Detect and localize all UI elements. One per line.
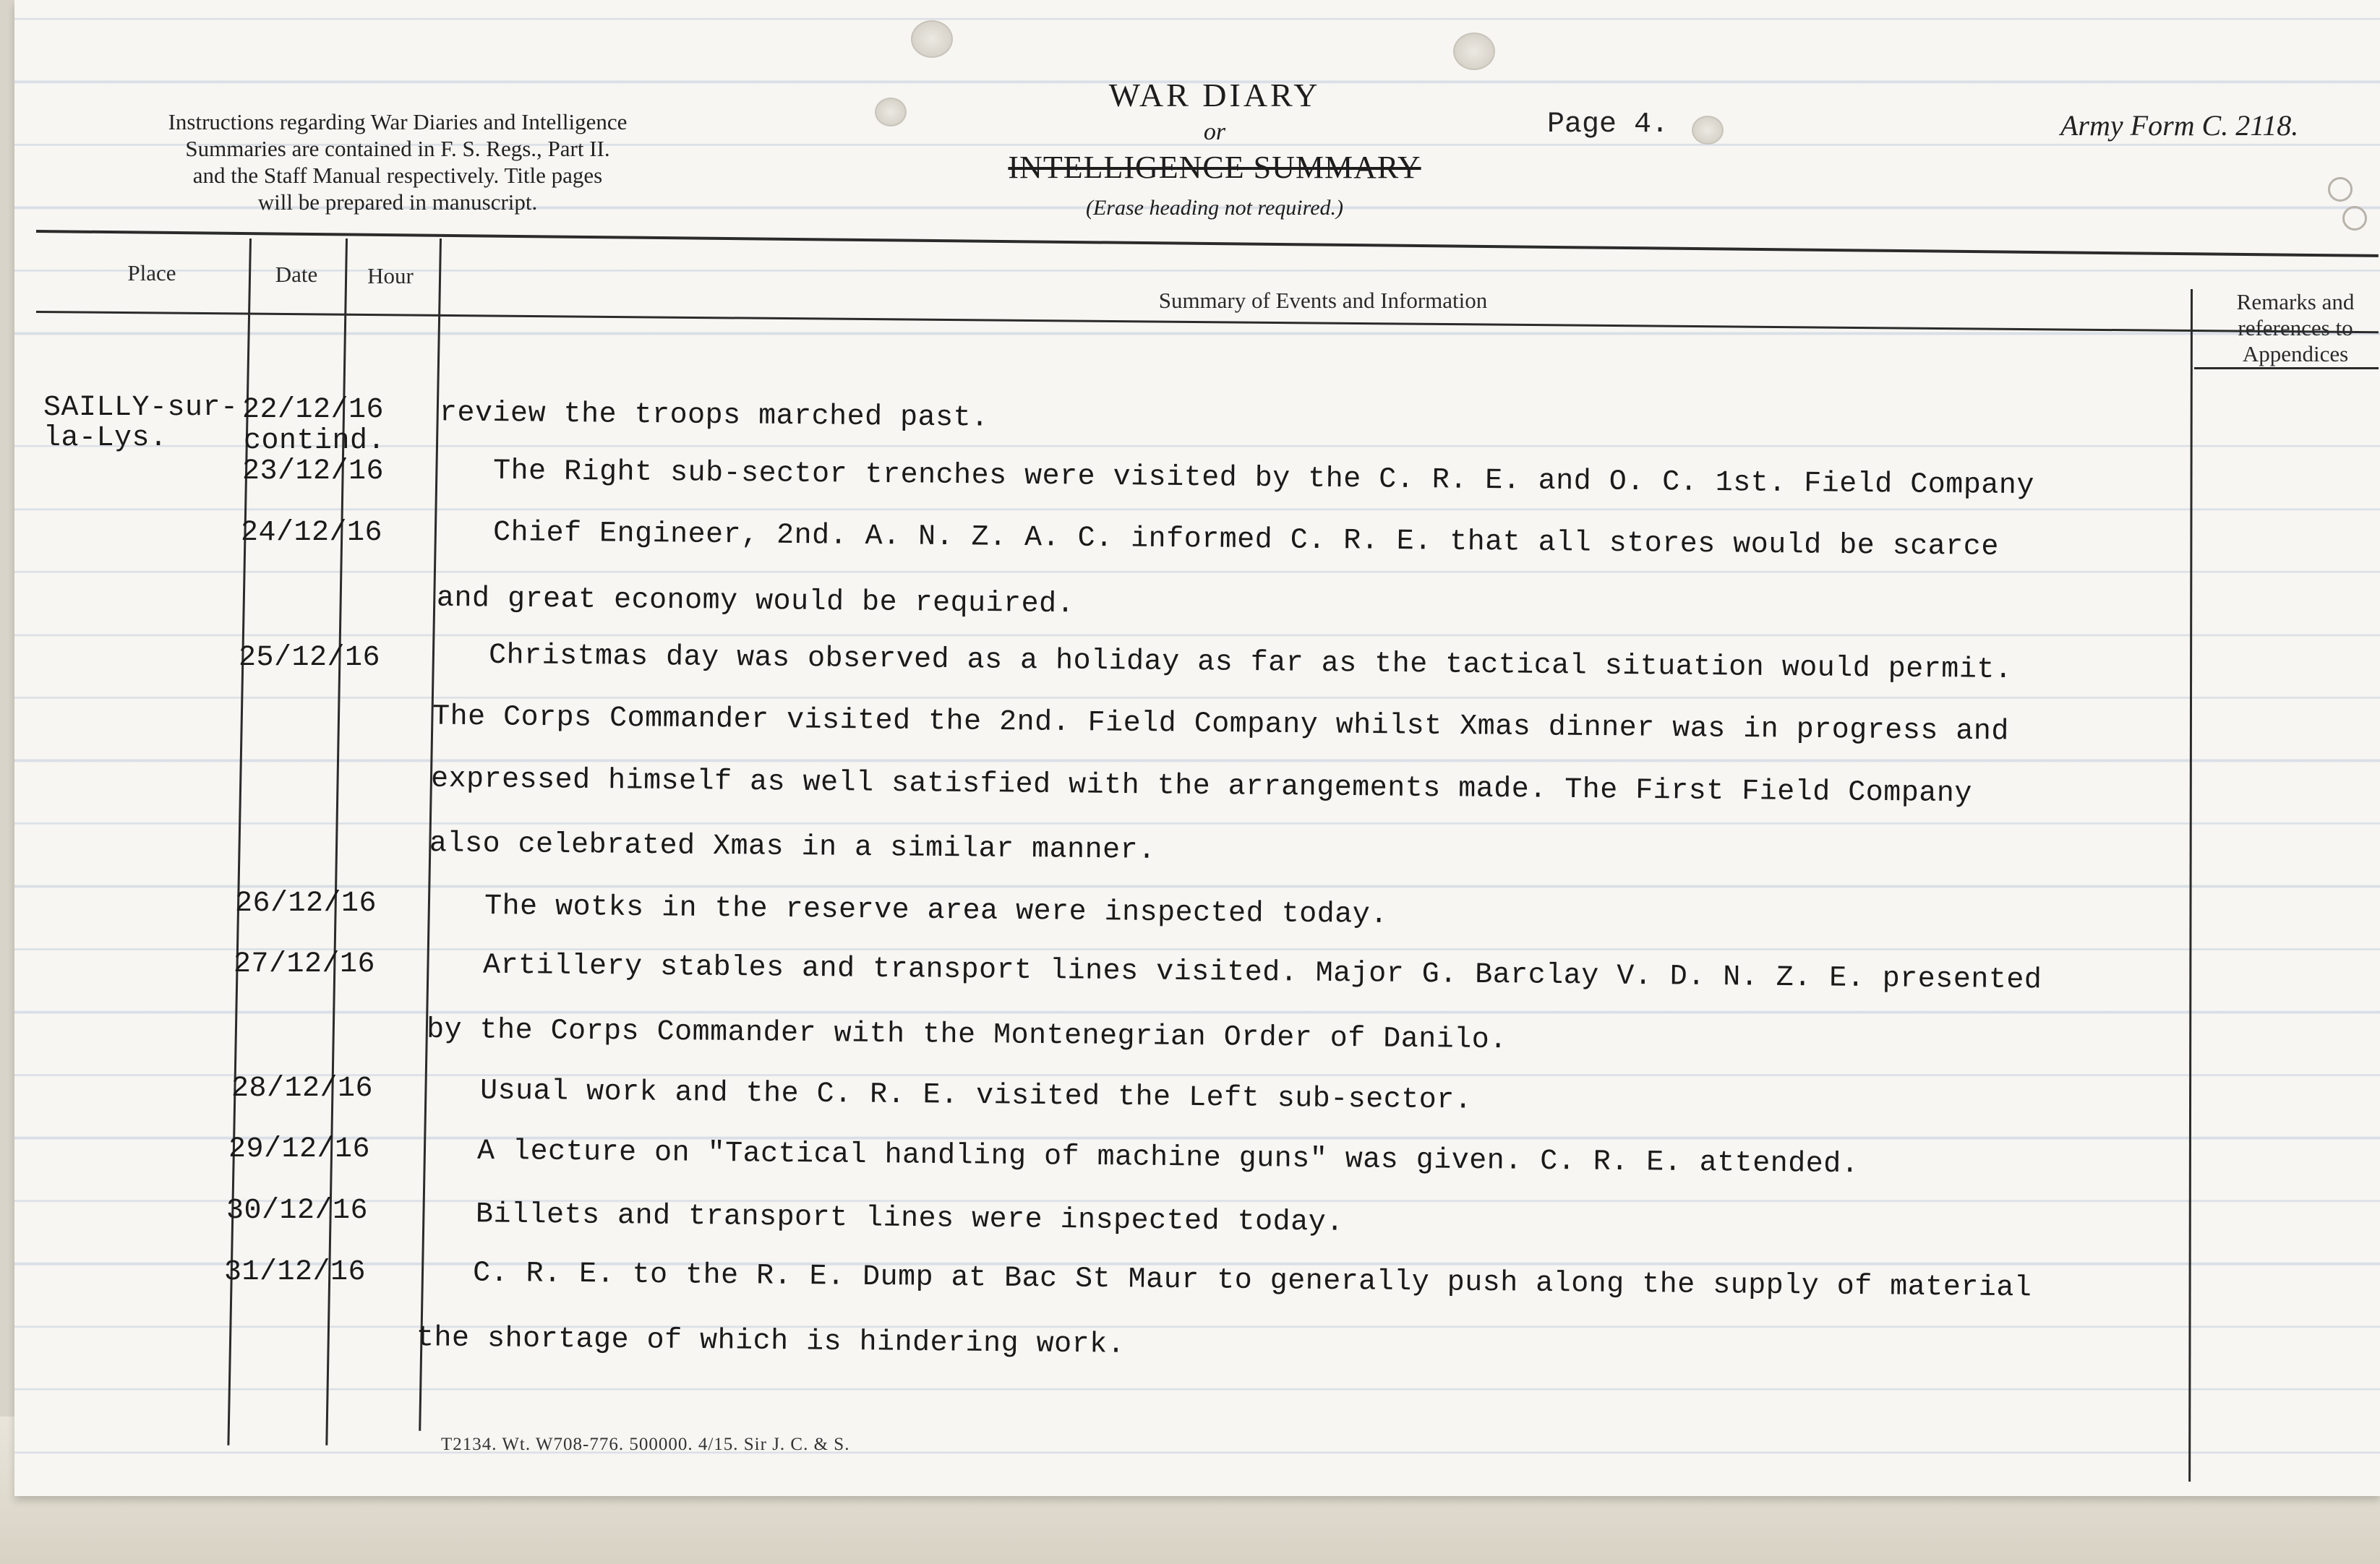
page-number: Page 4. bbox=[1547, 108, 1669, 141]
entry-line: also celebrated Xmas in a similar manner. bbox=[429, 828, 1156, 867]
entry-line: the shortage of which is hindering work. bbox=[416, 1322, 1126, 1362]
title-or: or bbox=[1203, 119, 1226, 145]
entry-line: The Corps Commander visited the 2nd. Field Company whilst Xmas dinner was in progress and bbox=[432, 700, 2010, 749]
entry-date: 25/12/16 bbox=[239, 642, 381, 674]
entry-line: A lecture on "Tactical handling of machine guns" was given. C. R. E. attended. bbox=[476, 1135, 1859, 1182]
entry-date: 26/12/16 bbox=[235, 888, 377, 920]
entry-line: C. R. E. to the R. E. Dump at Bac St Maur to generally push along the supply of material bbox=[472, 1257, 2032, 1305]
punch-hole bbox=[875, 98, 907, 126]
entry-date: 31/12/16 bbox=[224, 1256, 367, 1289]
punch-hole bbox=[1453, 33, 1495, 70]
header-bottom-rule bbox=[36, 311, 2379, 333]
punch-hole bbox=[911, 20, 953, 58]
entry-line: Billets and transport lines were inspected today. bbox=[475, 1198, 1344, 1239]
print-code: T2134. Wt. W708-776. 500000. 4/15. Sir J. C. & S. bbox=[441, 1435, 850, 1454]
summary-heading: INTELLIGENCE SUMMARY bbox=[1008, 150, 1421, 185]
ring-mark bbox=[2328, 177, 2353, 202]
col-place: Place bbox=[127, 260, 176, 285]
col-remarks: Remarks and references to Appendices bbox=[2236, 289, 2355, 366]
entry-line: and great economy would be required. bbox=[436, 582, 1075, 622]
entry-line: review the troops marched past. bbox=[439, 397, 989, 435]
instructions-note: Instructions regarding War Diaries and Intelligence Summaries are contained in F. S. Regs., Part II. and the Staff Manual respectively. Title pages will be prepared in manuscript. bbox=[168, 109, 628, 215]
col-hour: Hour bbox=[367, 263, 414, 288]
entry-line: Christmas day was observed as a holiday as far as the tactical situation would permit. bbox=[488, 639, 2013, 687]
entry-date: 22/12/16 bbox=[242, 394, 385, 426]
col-date: Date bbox=[275, 262, 318, 287]
entry-date: 29/12/16 bbox=[228, 1133, 371, 1166]
title: WAR DIARY bbox=[1108, 77, 1321, 113]
entry-date: 30/12/16 bbox=[226, 1195, 369, 1227]
entry-line: expressed himself as well satisfied with the arrangements made. The First Field Company bbox=[430, 762, 1973, 811]
war-diary-page bbox=[14, 0, 2380, 1496]
header-top-rule bbox=[36, 230, 2379, 257]
entry-date: 24/12/16 bbox=[241, 517, 383, 549]
entry-line: The wotks in the reserve area were inspected today. bbox=[484, 890, 1388, 932]
erase-note: (Erase heading not required.) bbox=[1085, 196, 1344, 220]
ring-mark bbox=[2342, 206, 2367, 231]
entry-date: 28/12/16 bbox=[231, 1073, 374, 1105]
place-line: la-Lys. bbox=[43, 422, 168, 455]
entry-date: 23/12/16 bbox=[242, 455, 385, 488]
place-line: SAILLY-sur- bbox=[43, 392, 239, 424]
punch-hole bbox=[1692, 116, 1724, 145]
entry-date: 27/12/16 bbox=[234, 948, 376, 981]
army-form: Army Form C. 2118. bbox=[2060, 109, 2299, 142]
entry-date: contind. bbox=[244, 425, 386, 457]
remarks-divider bbox=[2188, 289, 2193, 1482]
entry-line: by the Corps Commander with the Montenegrian Order of Danilo. bbox=[426, 1013, 1507, 1057]
col-summary: Summary of Events and Information bbox=[1158, 288, 1488, 313]
entry-line: The Right sub-sector trenches were visited by the C. R. E. and O. C. 1st. Field Company bbox=[492, 455, 2035, 503]
entry-line: Usual work and the C. R. E. visited the Left sub-sector. bbox=[479, 1075, 1473, 1117]
entry-line: Artillery stables and transport lines visited. Major G. Barclay V. D. N. Z. E. presented bbox=[482, 949, 2042, 997]
title-block bbox=[918, 76, 1511, 220]
entry-line: Chief Engineer, 2nd. A. N. Z. A. C. informed C. R. E. that all stores would be scarce bbox=[492, 517, 2000, 564]
remarks-header-rule bbox=[2194, 367, 2379, 369]
